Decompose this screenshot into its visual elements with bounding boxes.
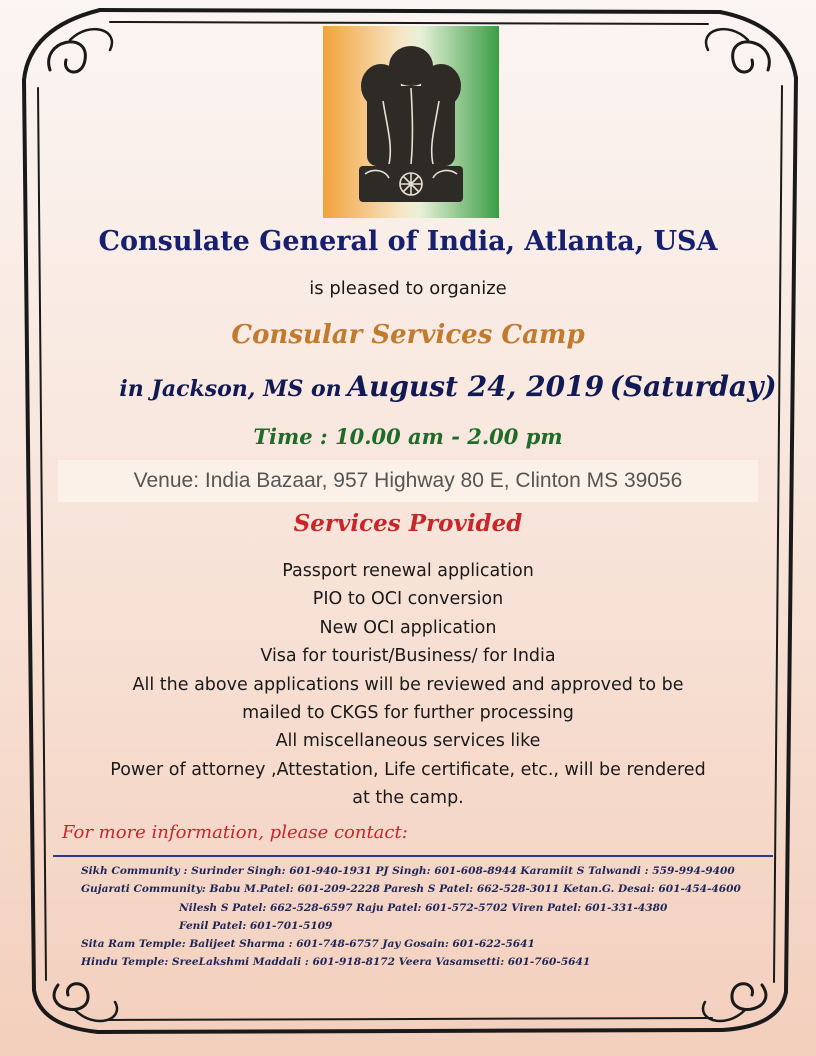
event-time: Time : 10.00 am - 2.00 pm	[253, 424, 563, 449]
contact-list	[81, 862, 781, 972]
ashoka-emblem-icon	[323, 26, 499, 218]
service-item: Power of attorney ,Attestation, Life certificate, etc., will be rendered	[110, 759, 706, 780]
event-venue: Venue: India Bazaar, 957 Highway 80 E, Clinton MS 39056	[133, 469, 683, 492]
service-item: mailed to CKGS for further processing	[242, 703, 574, 724]
event-date: August 24, 2019	[347, 370, 605, 403]
service-item: PIO to OCI conversion	[312, 589, 504, 610]
contact-line: Nilesh S Patel: 662-528-6597 Raju Patel: 601-572-5702 Viren Patel: 601-331-4380	[179, 901, 668, 914]
services-list	[0, 557, 816, 813]
contact-line: Fenil Patel: 601-701-5109	[179, 919, 333, 932]
services-heading: Services Provided	[293, 510, 523, 537]
contact-line: Sikh Community : Surinder Singh: 601-940-1931 PJ Singh: 601-608-8944 Karamiit S Talwandi : 559-994-9400	[81, 865, 735, 877]
service-item: New OCI application	[319, 617, 497, 638]
subtitle: is pleased to organize	[309, 278, 507, 299]
contact-heading: For more information, please contact:	[62, 822, 408, 843]
service-item: All the above applications will be reviewed and approved to be	[132, 674, 684, 695]
event-day: (Saturday)	[609, 370, 777, 403]
service-item: All miscellaneous services like	[275, 731, 541, 752]
service-item: at the camp.	[352, 788, 464, 809]
contact-line: Gujarati Community: Babu M.Patel: 601-209-2228 Paresh S Patel: 662-528-3011 Ketan.G. Desai: 601-454-4600	[81, 883, 741, 896]
camp-title: Consular Services Camp	[231, 320, 585, 350]
location-prefix: in Jackson, MS on	[119, 376, 342, 402]
contact-line: Hindu Temple: SreeLakshmi Maddali : 601-918-8172 Veera Vasamsetti: 601-760-5641	[81, 956, 591, 969]
contact-line: Sita Ram Temple: Balijeet Sharma : 601-748-6757 Jay Gosain: 601-622-5641	[81, 938, 535, 951]
service-item: Passport renewal application	[282, 561, 534, 581]
divider	[53, 855, 773, 857]
event-location-date	[80, 370, 816, 403]
service-item: Visa for tourist/Business/ for India	[260, 646, 556, 667]
page-title: Consulate General of India, Atlanta, USA	[98, 226, 718, 257]
